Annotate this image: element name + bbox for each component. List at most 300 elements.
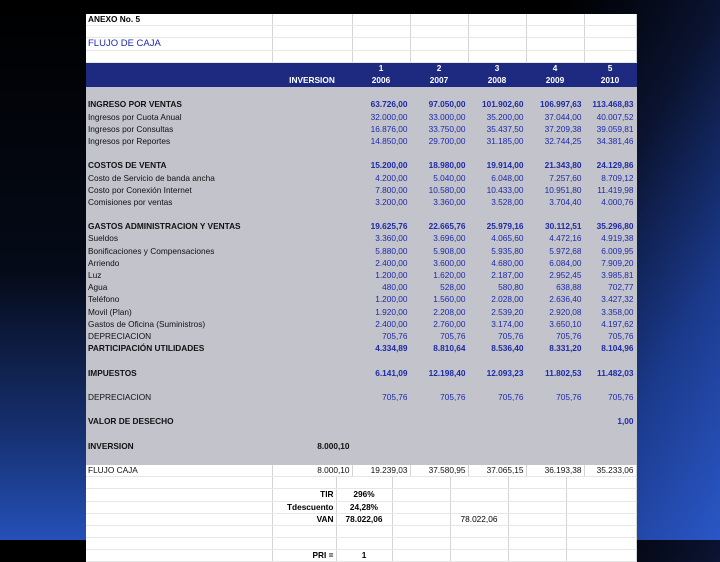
- value-cell: 2.400,00: [352, 257, 410, 269]
- summary-row: [86, 538, 636, 550]
- value-cell: [410, 355, 468, 367]
- value-cell: 30.112,51: [526, 221, 584, 233]
- value-cell: 705,76: [410, 330, 468, 342]
- row-label: FLUJO CAJA: [86, 464, 272, 476]
- value-cell: 2.636,40: [526, 294, 584, 306]
- value-cell: [352, 379, 410, 391]
- value-cell: [526, 416, 584, 428]
- row-label: [86, 355, 272, 367]
- value-cell: 4.000,76: [584, 196, 636, 208]
- value-cell: 5.908,00: [410, 245, 468, 257]
- value-cell: 18.980,00: [410, 160, 468, 172]
- inversion-cell: [272, 404, 352, 416]
- table-row: [86, 233, 636, 245]
- value-cell: 11.802,53: [526, 367, 584, 379]
- year-cell: 2006: [352, 74, 410, 86]
- table-row: [86, 318, 636, 330]
- inversion-cell: [272, 306, 352, 318]
- row-label: [86, 428, 272, 440]
- inversion-cell: [272, 269, 352, 281]
- value-cell: [584, 440, 636, 452]
- table-row: [86, 464, 636, 476]
- value-cell: [468, 440, 526, 452]
- cash-flow-table: [86, 14, 637, 477]
- value-cell: 3.174,00: [468, 318, 526, 330]
- table-row: [86, 257, 636, 269]
- summary-value: 296%: [336, 489, 392, 501]
- summary-row: [86, 550, 636, 562]
- value-cell: 2.760,00: [410, 318, 468, 330]
- row-label: DEPRECIACION: [86, 330, 272, 342]
- row-label: Costo por Conexión Internet: [86, 184, 272, 196]
- value-cell: 2.952,45: [526, 269, 584, 281]
- row-label: Ingresos por Consultas: [86, 123, 272, 135]
- value-cell: [526, 87, 584, 99]
- inversion-cell: [272, 257, 352, 269]
- value-cell: 8.104,96: [584, 343, 636, 355]
- inversion-cell: [272, 160, 352, 172]
- inversion-cell: [272, 282, 352, 294]
- year-cell: 2007: [410, 74, 468, 86]
- value-cell: 6.084,00: [526, 257, 584, 269]
- value-cell: 4.065,60: [468, 233, 526, 245]
- summary-extra: 78.022,06: [450, 513, 508, 525]
- row-label: [86, 87, 272, 99]
- empty-cell: [86, 501, 272, 513]
- value-cell: [410, 440, 468, 452]
- value-cell: [410, 87, 468, 99]
- inversion-cell: [272, 135, 352, 147]
- value-cell: 3.360,00: [352, 233, 410, 245]
- value-cell: 19.239,03: [352, 464, 410, 476]
- value-cell: [352, 404, 410, 416]
- value-cell: 97.050,00: [410, 99, 468, 111]
- value-cell: 2.208,00: [410, 306, 468, 318]
- value-cell: 63.726,00: [352, 99, 410, 111]
- inversion-cell: [272, 452, 352, 464]
- empty-cell: [508, 550, 566, 562]
- value-cell: 2.187,00: [468, 269, 526, 281]
- inversion-cell: 8.000,10: [272, 440, 352, 452]
- value-cell: 37.580,95: [410, 464, 468, 476]
- value-cell: 16.876,00: [352, 123, 410, 135]
- value-cell: [584, 404, 636, 416]
- year-cell: 2009: [526, 74, 584, 86]
- value-cell: 35.200,00: [468, 111, 526, 123]
- value-cell: 4.919,38: [584, 233, 636, 245]
- value-cell: 15.200,00: [352, 160, 410, 172]
- inversion-cell: [272, 221, 352, 233]
- inversion-cell: [272, 379, 352, 391]
- summary-row: [86, 513, 636, 525]
- value-cell: [526, 148, 584, 160]
- value-cell: 705,76: [526, 391, 584, 403]
- value-cell: [584, 148, 636, 160]
- empty-cell: [508, 513, 566, 525]
- value-cell: 5.972,68: [526, 245, 584, 257]
- sheet-subtitle: FLUJO DE CAJA: [86, 38, 272, 50]
- year-cell: 2008: [468, 74, 526, 86]
- value-cell: 40.007,52: [584, 111, 636, 123]
- value-cell: 1.920,00: [352, 306, 410, 318]
- table-row: [86, 440, 636, 452]
- summary-label: [272, 538, 336, 550]
- value-cell: 8.331,20: [526, 343, 584, 355]
- table-row: [86, 294, 636, 306]
- value-cell: 25.979,16: [468, 221, 526, 233]
- value-cell: 34.381,46: [584, 135, 636, 147]
- empty-cell: [392, 513, 450, 525]
- value-cell: [352, 148, 410, 160]
- row-label: Costo de Servicio de banda ancha: [86, 172, 272, 184]
- period-header-row: [86, 62, 636, 74]
- inversion-cell: [272, 172, 352, 184]
- value-cell: [410, 209, 468, 221]
- value-cell: 3.360,00: [410, 196, 468, 208]
- row-label: [86, 209, 272, 221]
- inversion-cell: [272, 184, 352, 196]
- value-cell: [584, 379, 636, 391]
- row-label: INVERSION: [86, 440, 272, 452]
- value-cell: 7.800,00: [352, 184, 410, 196]
- inversion-cell: [272, 428, 352, 440]
- empty-cell: [86, 538, 272, 550]
- row-label: Movil (Plan): [86, 306, 272, 318]
- value-cell: 5.040,00: [410, 172, 468, 184]
- empty-cell: [508, 525, 566, 537]
- value-cell: 3.704,40: [526, 196, 584, 208]
- value-cell: 11.482,03: [584, 367, 636, 379]
- value-cell: 3.600,00: [410, 257, 468, 269]
- value-cell: 37.209,38: [526, 123, 584, 135]
- table-row: [86, 306, 636, 318]
- blank-row: [86, 379, 636, 391]
- empty-cell: [392, 550, 450, 562]
- value-cell: 6.048,00: [468, 172, 526, 184]
- value-cell: 12.198,40: [410, 367, 468, 379]
- empty-cell: [566, 489, 636, 501]
- value-cell: 528,00: [410, 282, 468, 294]
- value-cell: 4.680,00: [468, 257, 526, 269]
- value-cell: 36.193,38: [526, 464, 584, 476]
- value-cell: 37.044,00: [526, 111, 584, 123]
- blank-row: [86, 209, 636, 221]
- table-row: [86, 99, 636, 111]
- value-cell: 39.059,81: [584, 123, 636, 135]
- value-cell: 3.650,10: [526, 318, 584, 330]
- inversion-cell: [272, 111, 352, 123]
- row-label: Sueldos: [86, 233, 272, 245]
- value-cell: 24.129,86: [584, 160, 636, 172]
- blank-row: [86, 428, 636, 440]
- table-row: [86, 160, 636, 172]
- value-cell: 480,00: [352, 282, 410, 294]
- slide-background: [0, 0, 90, 540]
- inversion-cell: [272, 99, 352, 111]
- row-label: [86, 379, 272, 391]
- value-cell: [410, 379, 468, 391]
- table-row: [86, 123, 636, 135]
- empty-cell: [392, 525, 450, 537]
- row-label: INGRESO POR VENTAS: [86, 99, 272, 111]
- table-row: [86, 343, 636, 355]
- period-cell: 3: [468, 62, 526, 74]
- value-cell: 705,76: [584, 391, 636, 403]
- row-label: Ingresos por Cuota Anual: [86, 111, 272, 123]
- empty-cell: [86, 525, 272, 537]
- summary-value: [336, 538, 392, 550]
- value-cell: 638,88: [526, 282, 584, 294]
- summary-value: [336, 525, 392, 537]
- summary-row: [86, 501, 636, 513]
- value-cell: [468, 452, 526, 464]
- value-cell: 4.334,89: [352, 343, 410, 355]
- spreadsheet: [86, 14, 636, 561]
- value-cell: 580,80: [468, 282, 526, 294]
- value-cell: 3.427,32: [584, 294, 636, 306]
- period-cell: 5: [584, 62, 636, 74]
- period-cell: 1: [352, 62, 410, 74]
- table-row: [86, 196, 636, 208]
- value-cell: 6.009,95: [584, 245, 636, 257]
- value-cell: [410, 428, 468, 440]
- inversion-cell: [272, 196, 352, 208]
- value-cell: 1.620,00: [410, 269, 468, 281]
- empty-cell: [508, 501, 566, 513]
- summary-label: [272, 525, 336, 537]
- value-cell: 11.419,98: [584, 184, 636, 196]
- inversion-cell: [272, 123, 352, 135]
- value-cell: 705,76: [584, 330, 636, 342]
- row-label: GASTOS ADMINISTRACION Y VENTAS: [86, 221, 272, 233]
- value-cell: 19.914,00: [468, 160, 526, 172]
- value-cell: [584, 428, 636, 440]
- summary-row: [86, 489, 636, 501]
- inversion-cell: [272, 355, 352, 367]
- value-cell: 10.433,00: [468, 184, 526, 196]
- row-label: COSTOS DE VENTA: [86, 160, 272, 172]
- table-row: [86, 416, 636, 428]
- table-row: [86, 184, 636, 196]
- value-cell: 705,76: [468, 330, 526, 342]
- inversion-cell: [272, 318, 352, 330]
- empty-cell: [392, 538, 450, 550]
- summary-value: 1: [336, 550, 392, 562]
- empty-cell: [566, 538, 636, 550]
- inversion-header: INVERSION: [272, 74, 352, 86]
- inversion-cell: [272, 209, 352, 221]
- row-label: VALOR DE DESECHO: [86, 416, 272, 428]
- blank-row: [86, 477, 636, 489]
- value-cell: 35.296,80: [584, 221, 636, 233]
- value-cell: 3.200,00: [352, 196, 410, 208]
- value-cell: 35.233,06: [584, 464, 636, 476]
- value-cell: 4.200,00: [352, 172, 410, 184]
- value-cell: [468, 87, 526, 99]
- value-cell: [526, 209, 584, 221]
- empty-cell: [566, 550, 636, 562]
- summary-label: PRI =: [272, 550, 336, 562]
- empty-cell: [566, 525, 636, 537]
- inversion-cell: [272, 367, 352, 379]
- row-label: Bonificaciones y Compensaciones: [86, 245, 272, 257]
- value-cell: [526, 440, 584, 452]
- value-cell: 705,76: [526, 330, 584, 342]
- empty-cell: [508, 538, 566, 550]
- value-cell: [352, 416, 410, 428]
- value-cell: 5.880,00: [352, 245, 410, 257]
- value-cell: 705,76: [410, 391, 468, 403]
- value-cell: [352, 87, 410, 99]
- value-cell: 22.665,76: [410, 221, 468, 233]
- row-label: DEPRECIACION: [86, 391, 272, 403]
- table-row: [86, 367, 636, 379]
- value-cell: 35.437,50: [468, 123, 526, 135]
- empty-cell: [86, 513, 272, 525]
- row-label: Teléfono: [86, 294, 272, 306]
- value-cell: [352, 209, 410, 221]
- row-label: Agua: [86, 282, 272, 294]
- sheet-title: ANEXO No. 5: [86, 14, 272, 26]
- period-cell: 4: [526, 62, 584, 74]
- value-cell: 4.472,16: [526, 233, 584, 245]
- inversion-cell: [272, 87, 352, 99]
- period-cell: 2: [410, 62, 468, 74]
- summary-extra: [450, 550, 508, 562]
- empty-cell: [566, 501, 636, 513]
- row-label: Comisiones por ventas: [86, 196, 272, 208]
- blank-row: [86, 452, 636, 464]
- inversion-cell: [272, 330, 352, 342]
- summary-extra: [450, 538, 508, 550]
- blank-row: [86, 355, 636, 367]
- empty-cell: [566, 513, 636, 525]
- value-cell: 32.744,25: [526, 135, 584, 147]
- value-cell: [584, 355, 636, 367]
- summary-extra: [450, 525, 508, 537]
- value-cell: [410, 148, 468, 160]
- empty-cell: [392, 501, 450, 513]
- value-cell: 37.065,15: [468, 464, 526, 476]
- value-cell: 29.700,00: [410, 135, 468, 147]
- table-row: [86, 330, 636, 342]
- row-label: Luz: [86, 269, 272, 281]
- value-cell: 101.902,60: [468, 99, 526, 111]
- value-cell: 19.625,76: [352, 221, 410, 233]
- row-label: [86, 148, 272, 160]
- summary-table: [86, 477, 637, 562]
- value-cell: 21.343,80: [526, 160, 584, 172]
- summary-value: 24,28%: [336, 501, 392, 513]
- value-cell: 10.580,00: [410, 184, 468, 196]
- value-cell: 1.560,00: [410, 294, 468, 306]
- summary-extra: [450, 489, 508, 501]
- value-cell: [352, 355, 410, 367]
- value-cell: 12.093,23: [468, 367, 526, 379]
- value-cell: 1,00: [584, 416, 636, 428]
- inversion-cell: [272, 294, 352, 306]
- summary-extra: [450, 501, 508, 513]
- value-cell: 6.141,09: [352, 367, 410, 379]
- value-cell: [468, 148, 526, 160]
- value-cell: [526, 428, 584, 440]
- value-cell: [526, 355, 584, 367]
- value-cell: [468, 428, 526, 440]
- value-cell: 2.400,00: [352, 318, 410, 330]
- value-cell: 4.197,62: [584, 318, 636, 330]
- value-cell: 1.200,00: [352, 269, 410, 281]
- value-cell: 32.000,00: [352, 111, 410, 123]
- inversion-cell: [272, 245, 352, 257]
- row-label: [86, 452, 272, 464]
- value-cell: 705,76: [352, 391, 410, 403]
- value-cell: 14.850,00: [352, 135, 410, 147]
- empty-cell: [86, 550, 272, 562]
- value-cell: [352, 452, 410, 464]
- year-cell: 2010: [584, 74, 636, 86]
- value-cell: 3.528,00: [468, 196, 526, 208]
- blank-row: [86, 148, 636, 160]
- year-header-row: [86, 74, 636, 86]
- value-cell: 2.539,20: [468, 306, 526, 318]
- table-row: [86, 221, 636, 233]
- value-cell: 113.468,83: [584, 99, 636, 111]
- value-cell: 3.696,00: [410, 233, 468, 245]
- value-cell: [526, 404, 584, 416]
- table-row: [86, 282, 636, 294]
- value-cell: 702,77: [584, 282, 636, 294]
- table-row: [86, 172, 636, 184]
- value-cell: 5.935,80: [468, 245, 526, 257]
- value-cell: 8.709,12: [584, 172, 636, 184]
- summary-label: Tdescuento: [272, 501, 336, 513]
- table-row: [86, 245, 636, 257]
- row-label: Gastos de Oficina (Suministros): [86, 318, 272, 330]
- value-cell: [526, 379, 584, 391]
- value-cell: [584, 87, 636, 99]
- value-cell: [526, 452, 584, 464]
- inversion-cell: [272, 233, 352, 245]
- summary-label: VAN: [272, 513, 336, 525]
- blank-row: [86, 404, 636, 416]
- value-cell: 8.810,64: [410, 343, 468, 355]
- value-cell: 2.920,08: [526, 306, 584, 318]
- value-cell: 10.951,80: [526, 184, 584, 196]
- value-cell: [468, 355, 526, 367]
- inversion-cell: [272, 148, 352, 160]
- row-label: Ingresos por Reportes: [86, 135, 272, 147]
- row-label: [86, 404, 272, 416]
- value-cell: 705,76: [468, 391, 526, 403]
- value-cell: 3.985,81: [584, 269, 636, 281]
- inversion-cell: [272, 343, 352, 355]
- empty-cell: [508, 489, 566, 501]
- value-cell: [584, 209, 636, 221]
- value-cell: 7.909,20: [584, 257, 636, 269]
- empty-cell: [392, 489, 450, 501]
- value-cell: 1.200,00: [352, 294, 410, 306]
- value-cell: [468, 379, 526, 391]
- inversion-cell: [272, 416, 352, 428]
- value-cell: 33.000,00: [410, 111, 468, 123]
- value-cell: 7.257,60: [526, 172, 584, 184]
- value-cell: 31.185,00: [468, 135, 526, 147]
- value-cell: 705,76: [352, 330, 410, 342]
- value-cell: 3.358,00: [584, 306, 636, 318]
- value-cell: [352, 428, 410, 440]
- value-cell: [468, 416, 526, 428]
- row-label: Arriendo: [86, 257, 272, 269]
